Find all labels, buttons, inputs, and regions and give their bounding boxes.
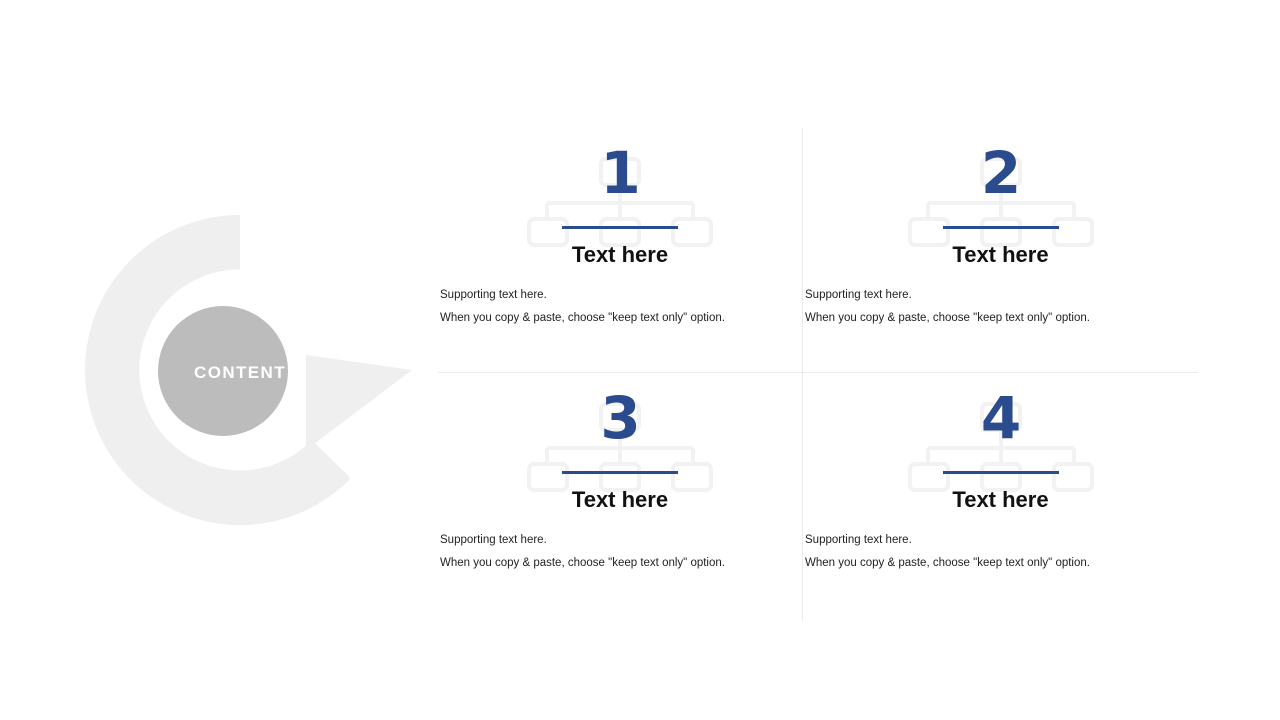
item-3-body [438, 533, 802, 571]
items-grid [438, 128, 1198, 620]
item-2-line1: Supporting text here. [805, 289, 912, 301]
item-4-header [803, 383, 1198, 533]
item-1-rule [562, 226, 678, 229]
item-4-line1: Supporting text here. [805, 534, 912, 546]
item-4-body [803, 533, 1198, 571]
item-3-line1: Supporting text here. [440, 534, 547, 546]
item-2-line2: When you copy & paste, choose "keep text only" option. [805, 312, 1090, 325]
item-1-line2: When you copy & paste, choose "keep text only" option. [440, 312, 725, 325]
item-card-3[interactable] [438, 373, 802, 620]
item-2-body [803, 288, 1198, 326]
item-1-body [438, 288, 802, 326]
item-1-line1: Supporting text here. [440, 289, 547, 301]
item-3-line2: When you copy & paste, choose "keep text only" option. [440, 557, 725, 570]
item-card-2[interactable] [803, 128, 1198, 372]
item-3-rule [562, 471, 678, 474]
item-2-number: 2 [980, 139, 1021, 207]
item-3-header [438, 383, 802, 533]
content-label: CONTENT [194, 363, 286, 382]
item-card-4[interactable] [803, 373, 1198, 620]
item-2-rule [943, 226, 1059, 229]
item-1-title: Text here [571, 242, 669, 267]
item-3-title: Text here [571, 487, 669, 512]
item-2-title: Text here [952, 242, 1049, 267]
item-4-number: 4 [980, 384, 1021, 452]
circular-arrow-icon [60, 205, 420, 535]
item-1-number: 1 [600, 139, 640, 207]
cycle-diagram[interactable] [60, 205, 420, 535]
item-4-title: Text here [952, 487, 1049, 512]
item-4-rule [943, 471, 1059, 474]
item-1-header [438, 138, 802, 288]
item-2-header [803, 138, 1198, 288]
item-3-number: 3 [600, 384, 640, 452]
item-4-line2: When you copy & paste, choose "keep text only" option. [805, 557, 1090, 570]
item-card-1[interactable] [438, 128, 802, 372]
